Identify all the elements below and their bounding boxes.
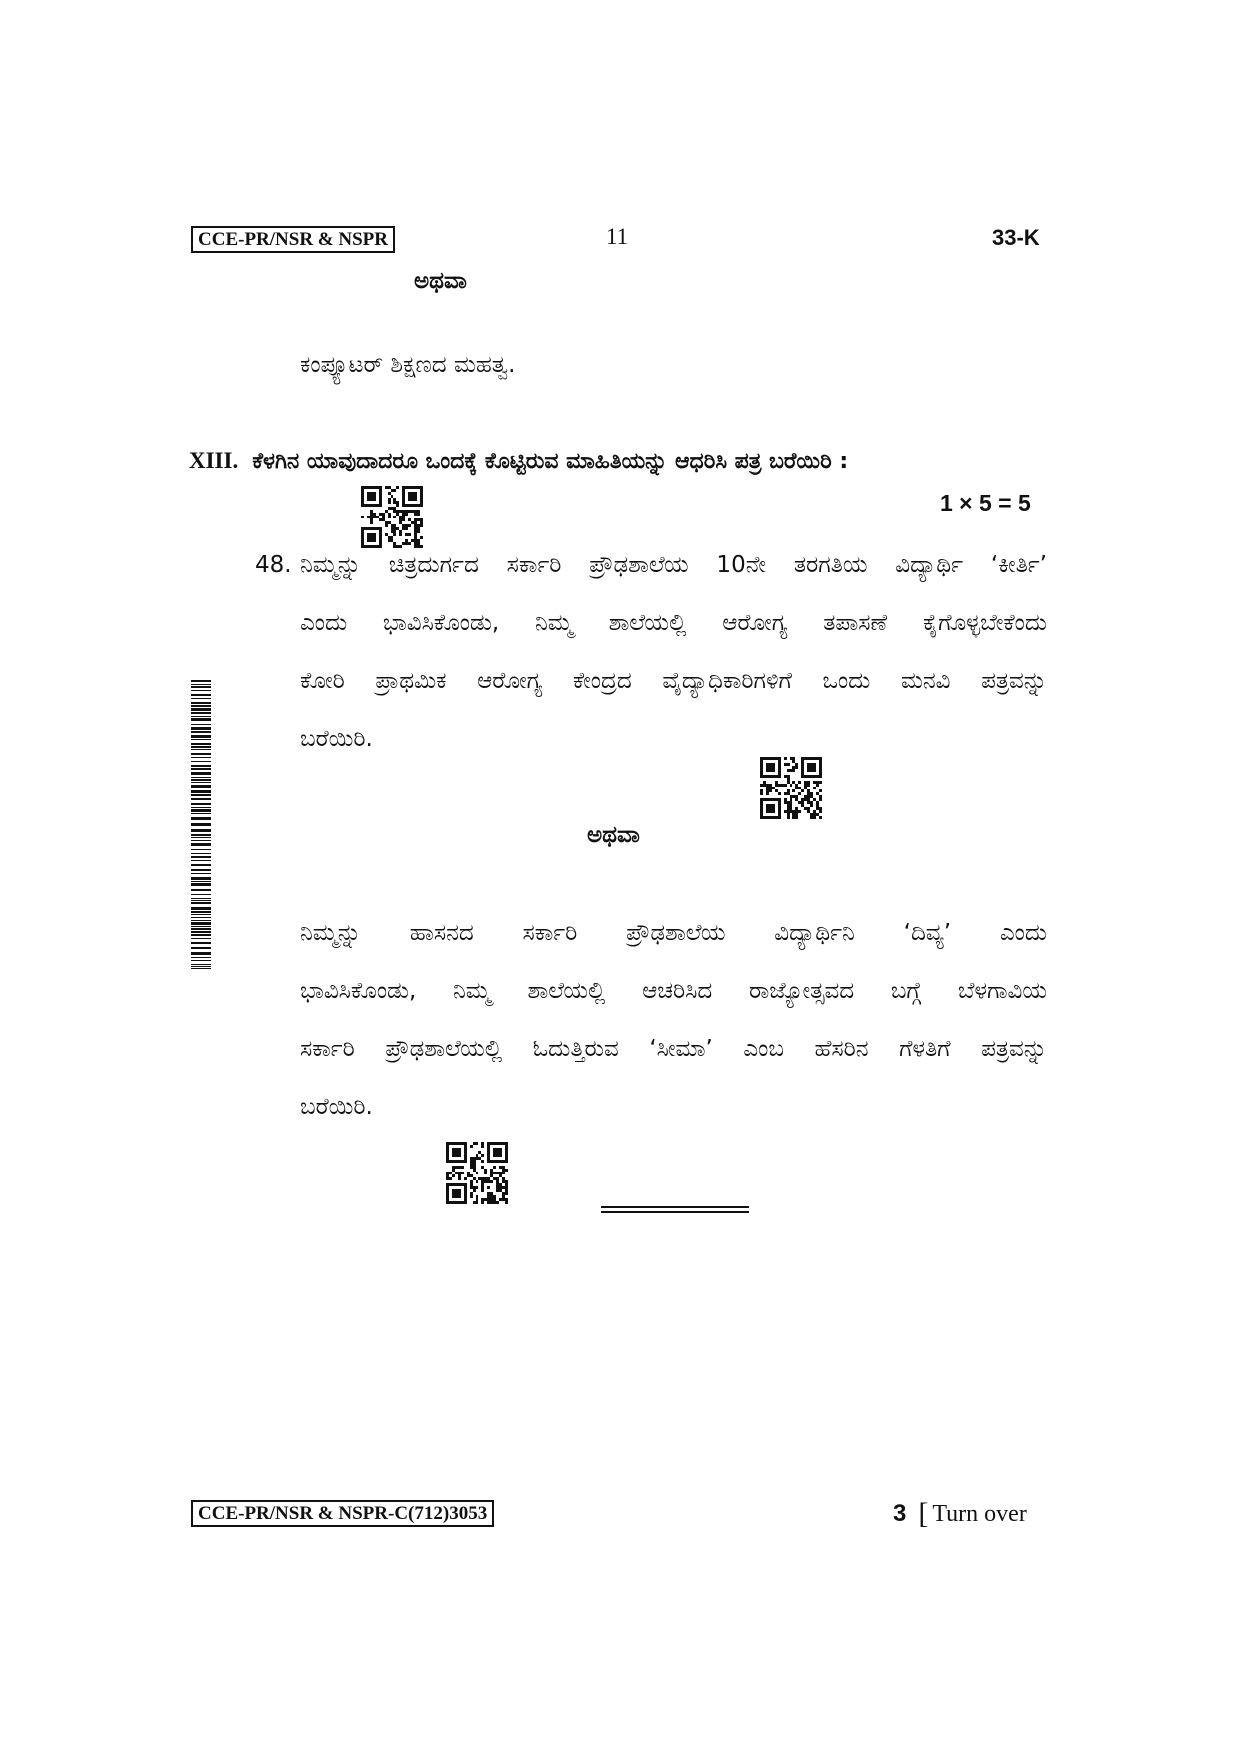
- question-line: ಭಾವಿಸಿಕೊಂಡು, ನಿಮ್ಮ ಶಾಲೆಯಲ್ಲಿ ಆಚರಿಸಿದ ರಾಜ್ಯೋತ್ಸವದ ಬಗ್ಗೆ ಬೆಳಗಾವಿಯ: [300, 978, 1047, 1004]
- footer-page-number: 3: [893, 1500, 907, 1527]
- section-number: XIII.: [189, 448, 239, 473]
- paper-code: 33-K: [992, 225, 1040, 250]
- header-code: CCE-PR/NSR & NSPR: [191, 226, 395, 253]
- essay-topic: ಕಂಪ್ಯೂಟರ್ ಶಿಕ್ಷಣದ ಮಹತ್ವ.: [300, 352, 516, 378]
- question-line: ಸರ್ಕಾರಿ ಪ್ರೌಢಶಾಲೆಯಲ್ಲಿ ಓದುತ್ತಿರುವ ‘ಸೀಮಾ’ ಎಂಬ ಹೆಸರಿನ ಗೆಳತಿಗೆ ಪತ್ರವನ್ನು: [300, 1036, 1047, 1062]
- question-line: ಎಂದು ಭಾವಿಸಿಕೊಂಡು, ನಿಮ್ಮ ಶಾಲೆಯಲ್ಲಿ ಆರೋಗ್ಯ ತಪಾಸಣೆ ಕೈಗೊಳ್ಳಬೇಕೆಂದು: [300, 610, 1047, 636]
- turn-over-note: [893, 1497, 1027, 1531]
- question-line: ಬರೆಯಿರಿ.: [300, 726, 373, 752]
- question-line: ಬರೆಯಿರಿ.: [300, 1094, 373, 1120]
- question-number: 48.: [255, 552, 292, 578]
- qr-code-icon: [760, 757, 822, 819]
- page-number: 11: [606, 224, 629, 249]
- question-48-text: [300, 536, 1047, 768]
- barcode-icon: [191, 680, 211, 973]
- qr-code-icon: [446, 1142, 508, 1204]
- section-instruction: [189, 448, 848, 474]
- footer-bracket: [: [918, 1497, 929, 1530]
- footer-code: CCE-PR/NSR & NSPR-C(712)3053: [191, 1500, 494, 1527]
- end-of-section-rule: [601, 1206, 749, 1213]
- or-label: ಅಥವಾ: [587, 822, 640, 848]
- marks-allocation: 1 × 5 = 5: [940, 490, 1031, 516]
- section-instruction-text: ಕೆಳಗಿನ ಯಾವುದಾದರೂ ಒಂದಕ್ಕೆ ಕೊಟ್ಟಿರುವ ಮಾಹಿತಿಯನ್ನು ಆಧರಿಸಿ ಪತ್ರ ಬರೆಯಿರಿ :: [252, 449, 849, 474]
- question-line: ನಿಮ್ಮನ್ನು ಚಿತ್ರದುರ್ಗದ ಸರ್ಕಾರಿ ಪ್ರೌಢಶಾಲೆಯ 10ನೇ ತರಗತಿಯ ವಿದ್ಯಾರ್ಥಿ ‘ಕೀರ್ತಿ’: [300, 552, 1047, 578]
- question-line: ಕೋರಿ ಪ್ರಾಥಮಿಕ ಆರೋಗ್ಯ ಕೇಂದ್ರದ ವೈದ್ಯಾಧಿಕಾರಿಗಳಿಗೆ ಒಂದು ಮನವಿ ಪತ್ರವನ್ನು: [300, 668, 1047, 694]
- question-48-alt-text: [300, 904, 1047, 1136]
- question-line: ನಿಮ್ಮನ್ನು ಹಾಸನದ ಸರ್ಕಾರಿ ಪ್ರೌಢಶಾಲೆಯ ವಿದ್ಯಾರ್ಥಿನಿ ‘ದಿವ್ಯ’ ಎಂದು: [300, 920, 1047, 946]
- turn-over-text: Turn over: [932, 1501, 1027, 1527]
- or-label: ಅಥವಾ: [414, 268, 467, 294]
